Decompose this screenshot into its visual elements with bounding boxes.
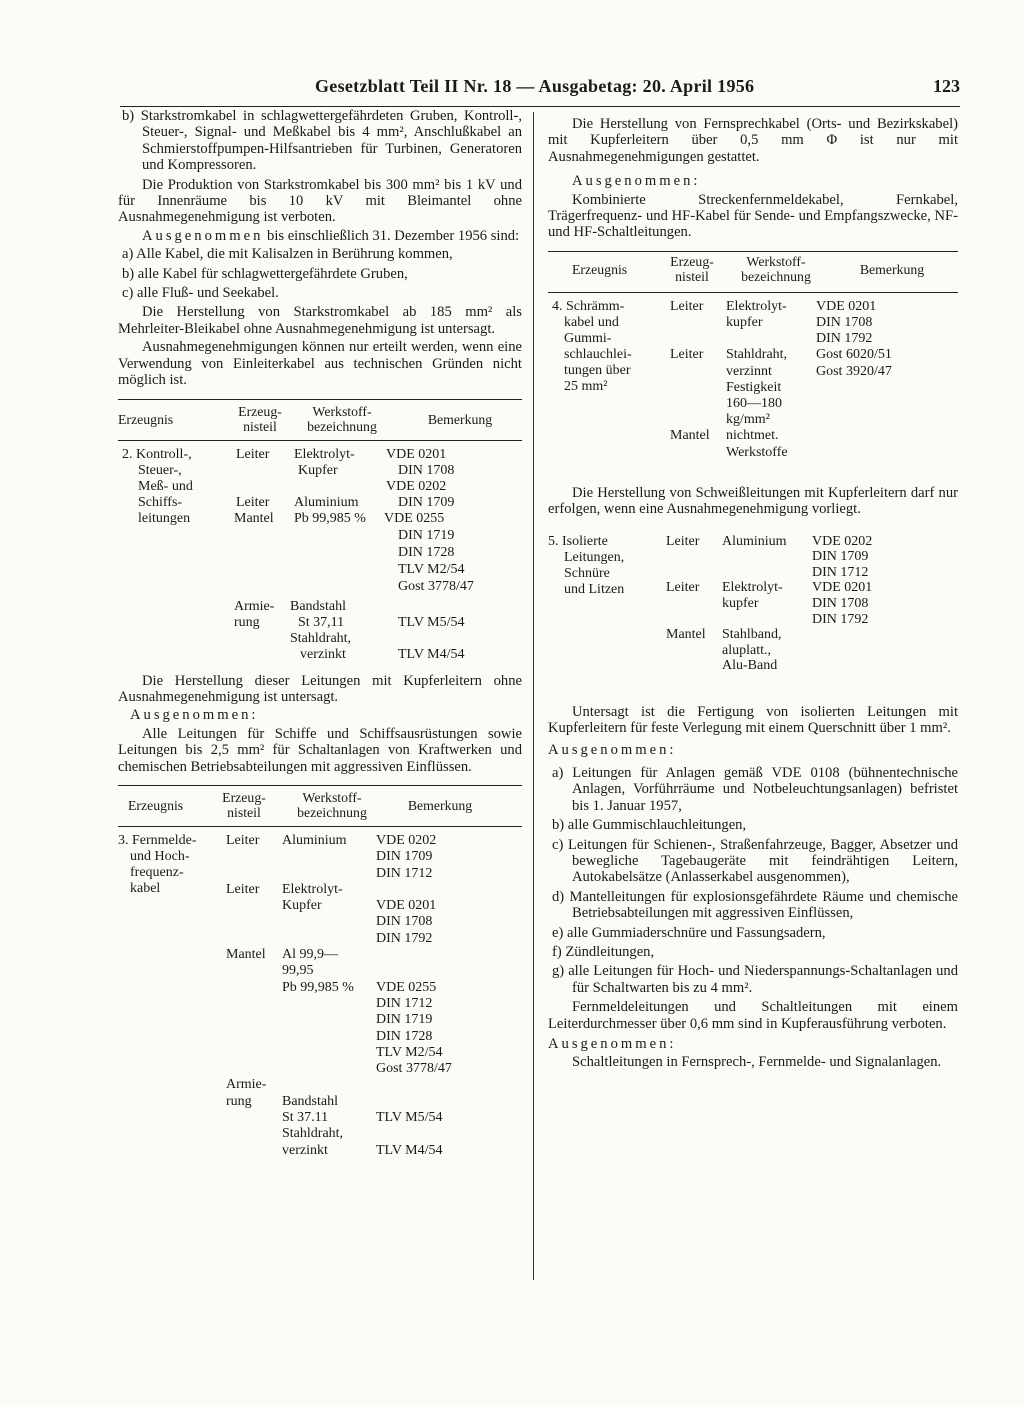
remark-cell: VDE 0201 [386, 446, 447, 462]
part-cell: Mantel [226, 947, 266, 963]
remark-cell: DIN 1708 [376, 914, 433, 930]
remark-cell: DIN 1709 [376, 849, 433, 865]
material-cell: 160—180 [726, 396, 782, 412]
remark-cell: VDE 0255 [376, 979, 437, 995]
remark-cell: TLV M5/54 [398, 614, 465, 630]
remark-cell: VDE 0201 [376, 898, 437, 914]
page-number: 123 [933, 76, 960, 96]
product-line: und Hoch- [130, 848, 190, 864]
product-line: Schiffs- [138, 494, 183, 510]
part-cell: Leiter [666, 580, 700, 596]
remark-cell: DIN 1728 [398, 544, 455, 560]
remark-cell: Gost 3778/47 [376, 1061, 452, 1077]
part-cell: Armie-rung [234, 598, 275, 630]
list2-item-f: f) Zündleitungen, [552, 943, 655, 960]
material-cell: Kupfer [298, 462, 338, 478]
material-cell: 99,95 [282, 963, 314, 979]
material-cell: Stahlband, [722, 627, 782, 643]
para-ausgenommen-bis [118, 228, 522, 244]
col-erzeugnisteil: Erzeug-nisteil [670, 253, 714, 284]
list-item-a: a) Alle Kabel, die mit Kalisalzen in Berührung kommen, [122, 246, 453, 263]
ausgenommen-label-r3: Ausgenommen: [548, 1035, 677, 1052]
material-cell: kupfer [726, 315, 763, 331]
remark-cell: VDE 0201 [812, 580, 873, 596]
ausgenommen-label-r2: Ausgenommen: [548, 742, 677, 759]
ausgenommen-label-2: Ausgenommen: [130, 707, 259, 724]
list2-item-c: c) Leitungen für Schienen-, Straßenfahrzeuge, Bagger, Absetzer und bewegliche Tagebaugeräte mit feindrähtigen Leitern, Autokabelsätze (Anlasserkabel ausgenommen), [552, 836, 958, 886]
col-bemerkung: Bemerkung [407, 797, 473, 813]
part-cell: Mantel [666, 627, 706, 643]
table-4-body [548, 293, 958, 485]
remark-cell: DIN 1709 [398, 494, 455, 510]
material-cell: kupfer [722, 596, 759, 612]
product-line: Gummi- [564, 330, 612, 346]
material-cell: verzinkt [282, 1142, 328, 1158]
material-cell: Aluminium [282, 832, 347, 848]
left-column [118, 108, 522, 1163]
material-cell: Stahldraht, [290, 630, 352, 646]
col-erzeugnisteil: Erzeug-nisteil [222, 789, 266, 820]
remark-cell: DIN 1728 [376, 1028, 433, 1044]
remark-cell: DIN 1708 [398, 462, 455, 478]
part-cell: Leiter [226, 832, 260, 848]
remark-cell: DIN 1792 [816, 331, 873, 347]
ausgenommen-label: Ausgenommen [142, 227, 264, 244]
material-cell: St 37.11 [282, 1110, 329, 1126]
remark-cell: DIN 1708 [812, 596, 869, 612]
product-line: tungen über [564, 362, 631, 378]
list-item-b: b) alle Kabel für schlagwettergefährdete Gruben, [122, 265, 408, 282]
part-cell: Mantel [670, 428, 710, 444]
para-untersagt: Untersagt ist die Fertigung von isolierten Leitungen mit Kupferleitern für feste Verlegung mit einem Querschnitt über 1 mm². [548, 703, 958, 737]
remark-cell: TLV M4/54 [398, 646, 465, 662]
para-diese-leitungen: Die Herstellung dieser Leitungen mit Kupferleitern ohne Ausnahmegenehmigung ist untersagt. [118, 672, 522, 705]
table-3-body [118, 827, 522, 1163]
list2-item-a: a) Leitungen für Anlagen gemäß VDE 0108 (bühnentechnische Anlagen, Vorführräume und Notbeleuchtungsanlagen) befristet bis 1. Januar 1957, [552, 764, 958, 814]
part-cell: Mantel [234, 510, 274, 526]
material-cell: Pb 99,985 % [294, 510, 366, 526]
material-cell: Elektrolyt- [294, 446, 355, 462]
product-line: 5. Isolierte [548, 533, 608, 549]
remark-cell: DIN 1792 [812, 611, 869, 627]
product-line: leitungen [138, 510, 191, 526]
list2-item-g: g) alle Leitungen für Hoch- und Niederspannungs-Schaltanlagen und für Schaltwarten bis zu 4 mm². [552, 963, 958, 996]
remark-cell: TLV M2/54 [376, 1044, 443, 1060]
column-divider [533, 112, 534, 1280]
material-cell: kg/mm² [726, 412, 770, 428]
product-line: Steuer-, [138, 462, 182, 478]
remark-cell: Gost 3920/47 [816, 363, 892, 379]
part-cell: Leiter [236, 446, 270, 462]
item-b-starkstromkabel: b) Starkstromkabel in schlagwettergefährdeten Gruben, Kontroll-, Steuer-, Signal- und Meßkabel bis 4 mm², Anschlußkabel an Schmierstoffpumpen-Hilfsantrieben für Turbinen, Generatoren und Kompressoren. [122, 108, 522, 174]
product-line: kabel [130, 880, 161, 896]
remark-cell: DIN 1709 [812, 549, 869, 565]
product-line: Leitungen, [564, 549, 625, 565]
page-header [120, 76, 960, 107]
product-line: 4. Schrämm- [552, 298, 625, 314]
material-cell: Bandstahl [290, 598, 346, 614]
table-header-4 [548, 252, 958, 293]
col-erzeugnis: Erzeugnis [572, 261, 628, 277]
ausgenommen-label-r1: Ausgenommen: [572, 173, 701, 190]
remark-cell: VDE 0202 [386, 478, 447, 494]
remark-cell: DIN 1708 [816, 315, 873, 331]
gazette-title: Gesetzblatt Teil II Nr. 18 — Ausgabetag: 20. April 1956 [315, 76, 755, 96]
part-cell: Leiter [236, 494, 270, 510]
material-cell: verzinnt [726, 363, 772, 379]
material-cell: Festigkeit [726, 379, 782, 395]
material-cell: Elektrolyt- [726, 298, 787, 314]
product-line: schlauchlei- [564, 346, 632, 362]
product-line: Schnüre [564, 565, 610, 581]
remark-cell: TLV M2/54 [398, 561, 465, 577]
material-cell: Pb 99,985 % [282, 979, 354, 995]
material-cell: Al 99,9— [282, 947, 338, 963]
material-cell: Elektrolyt- [722, 580, 783, 596]
material-cell: Stahldraht, [282, 1126, 344, 1142]
col-erzeugnisteil: Erzeug-nisteil [238, 403, 282, 434]
product-line: 2. Kontroll-, [122, 446, 192, 462]
ausgenommen-rest: bis einschließlich 31. Dezember 1956 sind: [263, 227, 520, 244]
material-cell: Werkstoffe [726, 444, 788, 460]
material-cell: Aluminium [722, 533, 787, 549]
material-cell: aluplatt., [722, 642, 771, 658]
col-erzeugnis: Erzeugnis [118, 411, 174, 427]
para-schweissleitungen: Die Herstellung von Schweißleitungen mit Kupferleitern darf nur erfolgen, wenn eine Ausnahmegenehmigung vorliegt. [548, 484, 958, 518]
remark-cell: Gost 3778/47 [398, 578, 474, 594]
material-cell: Bandstahl [282, 1093, 338, 1109]
col-werkstoff: Werkstoff-bezeichnung [297, 789, 367, 820]
part-cell: Leiter [670, 298, 704, 314]
material-cell: Alu-Band [722, 658, 778, 674]
product-line: Meß- und [138, 478, 193, 494]
table-header-2 [118, 400, 522, 441]
material-cell: nichtmet. [726, 428, 779, 444]
col-erzeugnis: Erzeugnis [128, 797, 184, 813]
part-cell: Armie- [226, 1077, 267, 1093]
remark-cell: VDE 0201 [816, 298, 877, 314]
para-fernsprechkabel: Die Herstellung von Fernsprechkabel (Orts- und Bezirkskabel) mit Kupferleitern über 0,5 mm Φ ist nur mit Ausnahmegenehmigungen gestattet. [548, 116, 958, 165]
right-column [548, 116, 958, 1073]
part-cell: Leiter [670, 347, 704, 363]
product-line: frequenz- [130, 864, 184, 880]
remark-cell: TLV M4/54 [376, 1142, 443, 1158]
material-cell: verzinkt [300, 646, 346, 662]
table-2-body [118, 441, 522, 673]
material-cell: Aluminium [294, 494, 359, 510]
para-kombinierte: Kombinierte Streckenfernmeldekabel, Fernkabel, Trägerfrequenz- und HF-Kabel für Sende- und Empfangszwecke, NF- und HF-Schaltleitungen. [548, 191, 958, 241]
col-werkstoff: Werkstoff-bezeichnung [307, 403, 377, 434]
product-line: kabel und [564, 314, 619, 330]
material-cell: St 37,11 [298, 614, 345, 630]
table-5-body [548, 532, 958, 704]
para-herstellung-bleikabel: Die Herstellung von Starkstromkabel ab 185 mm² als Mehrleiter-Bleikabel ohne Ausnahmegenehmigung ist untersagt. [118, 304, 522, 337]
product-line: 25 mm² [564, 378, 608, 394]
col-bemerkung: Bemerkung [427, 411, 493, 427]
material-cell: Stahldraht, [726, 347, 788, 363]
product-line: 3. Fernmelde- [118, 832, 197, 848]
table-header-3 [118, 786, 522, 827]
remark-cell: DIN 1719 [398, 527, 455, 543]
product-line: und Litzen [564, 581, 625, 597]
para-schiffe: Alle Leitungen für Schiffe und Schiffsausrüstungen sowie Leitungen bis 2,5 mm² für Schaltanlagen von Kraftwerken und chemischen Betriebsabteilungen mit aggressiven Einflüssen. [118, 725, 522, 775]
list2-item-e: e) alle Gummiaderschnüre und Fassungsadern, [552, 924, 826, 941]
part-cell: Leiter [226, 881, 260, 897]
para-fernmeldeleitungen: Fernmeldeleitungen und Schaltleitungen mit einem Leiterdurchmesser über 0,6 mm sind in Kupferausführung verboten. [548, 999, 958, 1032]
remark-cell: VDE 0202 [812, 533, 873, 549]
para-schaltleitungen: Schaltleitungen in Fernsprech-, Fernmelde- und Signalanlagen. [572, 1054, 942, 1071]
list-item-c: c) alle Fluß- und Seekabel. [122, 285, 279, 302]
list2-item-d: d) Mantelleitungen für explosionsgefährdete Räume und chemische Betriebsabteilungen mit aggressiven Einflüssen, [552, 888, 958, 922]
remark-cell: DIN 1712 [812, 564, 869, 580]
remark-cell: DIN 1712 [376, 995, 433, 1011]
remark-cell: TLV M5/54 [376, 1110, 443, 1126]
remark-cell: DIN 1792 [376, 930, 433, 946]
para-produktion: Die Produktion von Starkstromkabel bis 300 mm² bis 1 kV und für Innenräume bis 10 kV mit Bleimantel ohne Ausnahmegenehmigung ist verboten. [118, 176, 522, 226]
part-cell: Leiter [666, 533, 700, 549]
remark-cell: DIN 1712 [376, 865, 433, 881]
para-ausnahmegenehmigungen: Ausnahmegenehmigungen können nur erteilt werden, wenn eine Verwendung von Einleiterkabel aus technischen Gründen nicht möglich ist. [118, 339, 522, 389]
col-werkstoff: Werkstoff-bezeichnung [741, 253, 811, 284]
remark-cell: VDE 0202 [376, 832, 437, 848]
remark-cell: Gost 6020/51 [816, 347, 892, 363]
material-cell: Kupfer [282, 898, 322, 914]
list2-item-b: b) alle Gummischlauchleitungen, [552, 817, 747, 834]
col-bemerkung: Bemerkung [859, 261, 925, 277]
part-cell: rung [226, 1093, 252, 1109]
remark-cell: VDE 0255 [384, 510, 445, 526]
material-cell: Elektrolyt- [282, 881, 343, 897]
remark-cell: DIN 1719 [376, 1012, 433, 1028]
